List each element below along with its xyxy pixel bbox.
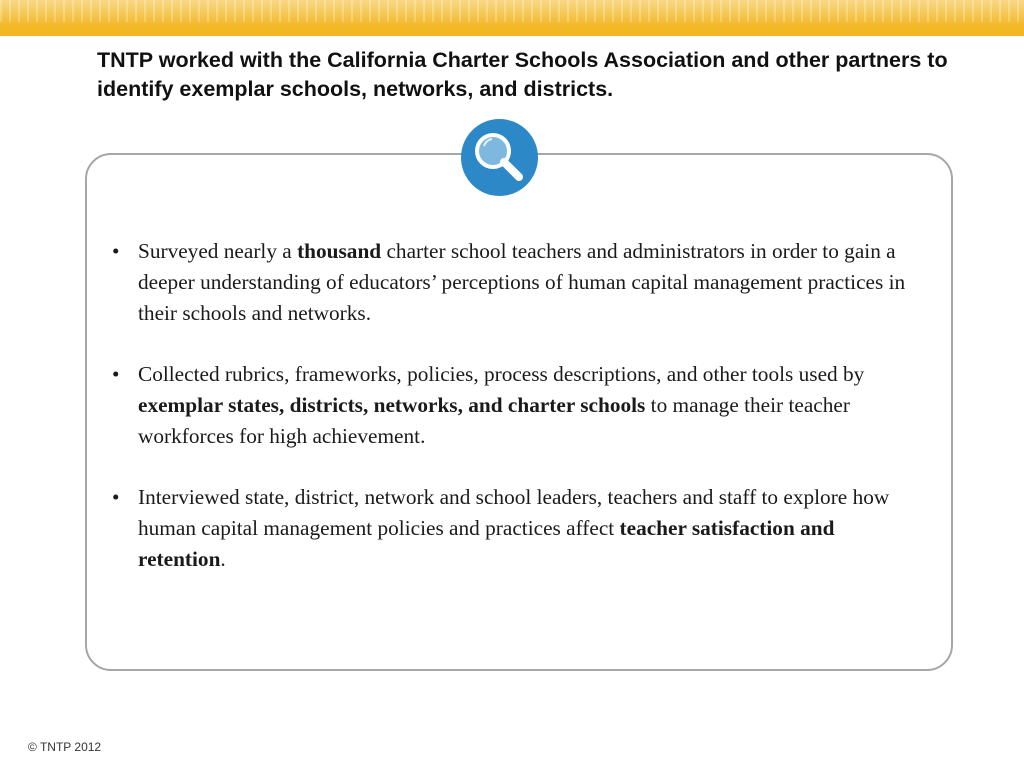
top-decorative-band: [0, 0, 1024, 36]
bullet-list: [112, 236, 922, 605]
bullet-text: Collected rubrics, frameworks, policies, process descriptions, and other tools used by exemplar states, districts, networks, and charter schools to manage their teacher workforces for high achievement.: [138, 362, 865, 448]
bullet-text: Surveyed nearly a thousand charter school teachers and administrators in order to gain a deeper understanding of educators’ perceptions of human capital management practices in their schools and networks.: [138, 239, 906, 325]
bullet-item-interviewed: [112, 482, 922, 575]
copyright-footer: © TNTP 2012: [28, 740, 102, 754]
bullet-item-collected: [112, 359, 922, 452]
magnifying-glass-icon: [461, 119, 538, 196]
bullet-marker: •: [112, 239, 120, 263]
bullet-marker: •: [112, 485, 120, 509]
bullet-text: Interviewed state, district, network and school leaders, teachers and staff to explore how human capital management policies and practices affect teacher satisfaction and retention.: [138, 485, 890, 571]
bullet-marker: •: [112, 362, 120, 386]
slide-title: TNTP worked with the California Charter Schools Association and other partners to identify exemplar schools, networks, and districts.: [97, 48, 948, 101]
bullet-item-survey: [112, 236, 922, 329]
magnifying-glass-icon-graphic: [461, 119, 538, 196]
band-highlight: [0, 0, 1024, 36]
